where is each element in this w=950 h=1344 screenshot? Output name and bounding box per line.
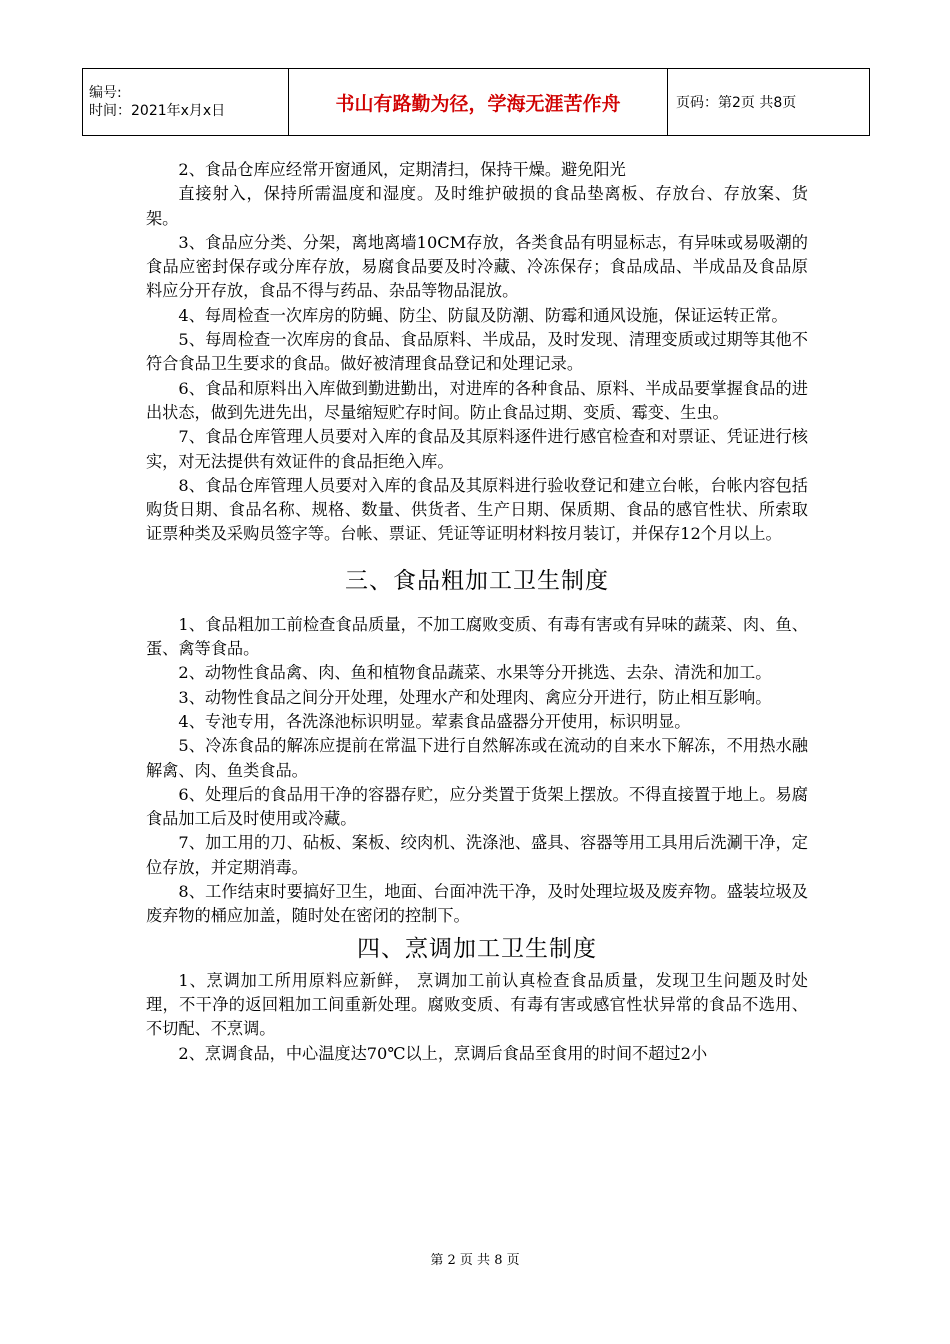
section3-paragraph: 4、专池专用，各洗涤池标识明显。荤素食品盛器分开使用，标识明显。 [178,711,691,731]
section2-paragraph: 7、食品仓库管理人员要对入库的食品及其原料逐件进行感官检查和对票证、凭证进行核实，对无法提供有效证件的食品拒绝入库。 [146,427,808,471]
section2-paragraph: 5、每周检查一次库房的食品、食品原料、半成品，及时发现、清理变质或过期等其他不符合食品卫生要求的食品。做好被清理食品登记和处理记录。 [146,330,808,374]
section2-paragraph: 8、食品仓库管理人员要对入库的食品及其原料进行验收登记和建立台帐，台帐内容包括购货日期、食品名称、规格、数量、供货者、生产日期、保质期、食品的感官性状、所索取证票种类及采购员签字等。台帐、票证、凭证等证明材料按月装订，并保存12个月以上。 [146,475,808,544]
section3-paragraph: 1、食品粗加工前检查食品质量，不加工腐败变质、有毒有害或有异味的蔬菜、肉、鱼、蛋、禽等食品。 [146,614,808,659]
section4-paragraph: 1、烹调加工所用原料应新鲜， 烹调加工前认真检查食品质量，发现卫生问题及时处理，不干净的返回粗加工间重新处理。腐败变质、有毒有害或感官性状异常的食品不选用、不切配、不烹调。 [146,970,808,1039]
section2-paragraph: 4、每周检查一次库房的防蝇、防尘、防鼠及防潮、防霉和通风设施，保证运转正常。 [178,305,788,325]
document-body [146,158,808,1066]
section2-paragraph: 3、食品应分类、分架，离地离墙10CM存放，各类食品有明显标志，有异味或易吸潮的食品应密封保存或分库存放，易腐食品要及时冷藏、冷冻保存；食品成品、半成品及食品原料应分开存放，食品不得与药品、杂品等物品混放。 [146,232,808,301]
section4-title: 四、烹调加工卫生制度 [357,935,597,962]
page-footer: 第 2 页 共 8 页 [430,1253,520,1268]
header-motto: 书山有路勤为径，学海无涯苦作舟 [289,69,668,136]
section3-paragraph: 7、加工用的刀、砧板、案板、绞肉机、洗涤池、盛具、容器等用工具用后洗涮干净，定位存放，并定期消毒。 [146,833,808,877]
section3-title: 三、食品粗加工卫生制度 [345,567,609,594]
document-date-label: 时间：2021年x月x日 [89,103,226,119]
header-info-cell [83,69,289,136]
section3-paragraph: 3、动物性食品之间分开处理，处理水产和处理肉、禽应分开进行，防止相互影响。 [178,687,772,707]
section2-paragraph: 2、食品仓库应经常开窗通风，定期清扫，保持干燥。避免阳光 [178,160,626,179]
header-table [82,68,870,136]
document-number-label: 编号: [89,85,122,101]
section3-paragraph: 8、工作结束时要搞好卫生，地面、台面冲洗干净，及时处理垃圾及废弃物。盛装垃圾及废弃物的桶应加盖，随时处在密闭的控制下。 [146,882,808,926]
section2-paragraph: 6、食品和原料出入库做到勤进勤出，对进库的各种食品、原料、半成品要掌握食品的进出状态，做到先进先出，尽量缩短贮存时间。防止食品过期、变质、霉变、生虫。 [146,378,808,422]
section2-paragraph: 直接射入，保持所需温度和湿度。及时维护破损的食品垫离板、存放台、存放案、货架。 [146,184,808,228]
section3-paragraph: 5、冷冻食品的解冻应提前在常温下进行自然解冻或在流动的自来水下解冻，不用热水融解禽、肉、鱼类食品。 [146,736,808,780]
section3-paragraph: 2、动物性食品禽、肉、鱼和植物食品蔬菜、水果等分开挑选、去杂、清洗和加工。 [178,663,772,683]
section4-paragraph: 2、烹调食品，中心温度达70℃以上，烹调后食品至食用的时间不超过2小 [178,1043,708,1063]
header-page-number: 页码：第2页 共8页 [668,69,870,136]
section3-paragraph: 6、处理后的食品用干净的容器存贮，应分类置于货架上摆放。不得直接置于地上。易腐食品加工后及时使用或冷藏。 [146,784,808,829]
